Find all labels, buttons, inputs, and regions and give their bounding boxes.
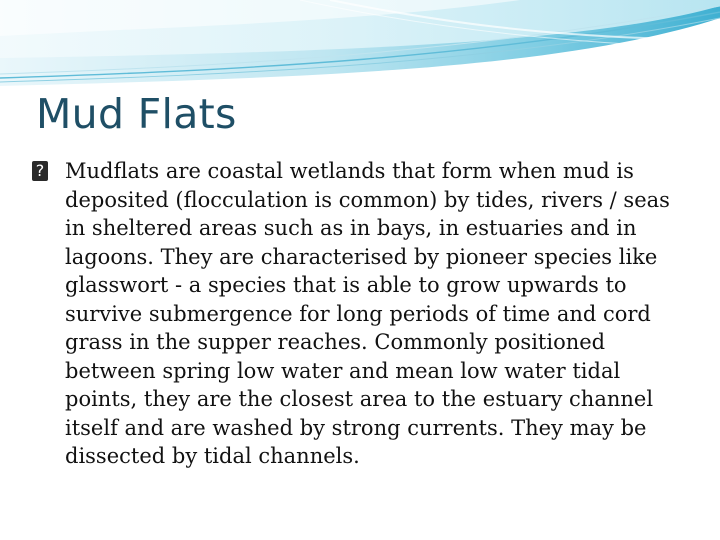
bullet-paragraph	[32, 157, 692, 471]
top-wave-decoration	[0, 0, 720, 90]
bullet-text: Mudflats are coastal wetlands that form when mud is deposited (flocculation is common) by tides, rivers / seas in sheltered areas such as in bays, in estuaries and in lagoons. They are characterised by pioneer species like glasswort - a species that is able to grow upwards to survive submergence for long periods of time and cord grass in the supper reaches. Commonly positioned between spring low water and mean low water tidal points, they are the closest area to the estuary channel itself and are washed by strong currents. They may be dissected by tidal channels.	[65, 159, 670, 468]
slide-title: Mud Flats	[36, 90, 237, 138]
missing-glyph-bullet-icon: ?	[32, 161, 48, 181]
